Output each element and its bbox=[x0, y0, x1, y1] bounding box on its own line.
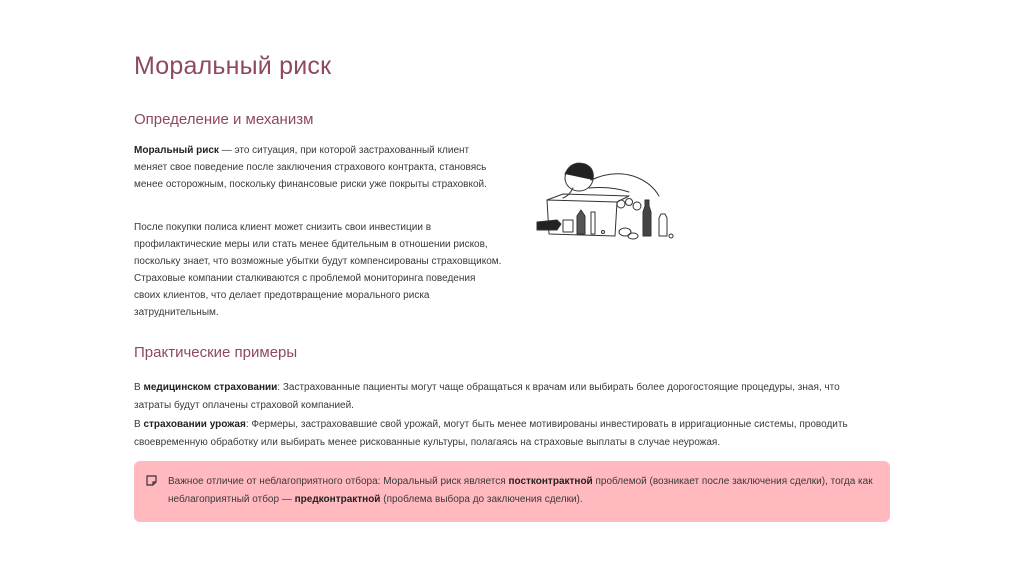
important-callout bbox=[134, 461, 890, 522]
note-icon bbox=[146, 475, 157, 486]
callout-text-part: проблемой (возникает после заключения сделки), тогда как неблагоприятный отбор — bbox=[168, 476, 873, 505]
example-prefix: В bbox=[134, 382, 144, 393]
term-precontract: предконтрактной bbox=[294, 494, 381, 505]
callout-text-part: (проблема выбора до заключения сделки). bbox=[380, 494, 583, 505]
example-prefix: В bbox=[134, 419, 144, 430]
callout-text-part: Важное отличие от неблагоприятного отбора: Моральный риск является bbox=[168, 476, 509, 487]
definition-text: — это ситуация, при которой застрахованный клиент меняет свое поведение после заключения страхового контракта, становясь менее осторожным, поскольку финансовые риски уже покрыты страховкой. bbox=[134, 145, 487, 190]
example-medical bbox=[134, 379, 874, 414]
term-medical-insurance: медицинском страховании bbox=[143, 382, 278, 393]
example-text: : Застрахованные пациенты могут чаще обращаться к врачам или выбирать более дорогостоящие процедуры, зная, что затраты будут оплачены страховой компанией. bbox=[134, 382, 840, 411]
page-title: Моральный риск bbox=[134, 52, 332, 80]
term-moral-hazard: Моральный риск bbox=[134, 145, 219, 156]
example-crop bbox=[134, 416, 874, 451]
term-postcontract: постконтрактной bbox=[508, 476, 593, 487]
section-heading-definition: Определение и механизм bbox=[134, 111, 314, 128]
callout-text bbox=[168, 473, 880, 509]
sleeping-person-drawing bbox=[533, 152, 678, 244]
mechanism-paragraph: После покупки полиса клиент может снизить свои инвестиции в профилактические меры или стать менее бдительным в отношении рисков, поскольку знает, что возможные убытки будут компенсированы страховщиком. Страховые компании сталкиваются с проблемой мониторинга поведения своих клиентов, что делает предотвращение морального риска затруднительным. bbox=[134, 222, 502, 318]
section-heading-examples: Практические примеры bbox=[134, 344, 298, 361]
term-crop-insurance: страховании урожая bbox=[143, 419, 246, 430]
example-text: : Фермеры, застраховавшие свой урожай, могут быть менее мотивированы инвестировать в ирригационные системы, проводить своевременную обработку или выбирать менее рискованные культуры, полагаясь на страховые выплаты в случае неурожая. bbox=[134, 419, 848, 448]
definition-paragraph bbox=[134, 142, 504, 193]
